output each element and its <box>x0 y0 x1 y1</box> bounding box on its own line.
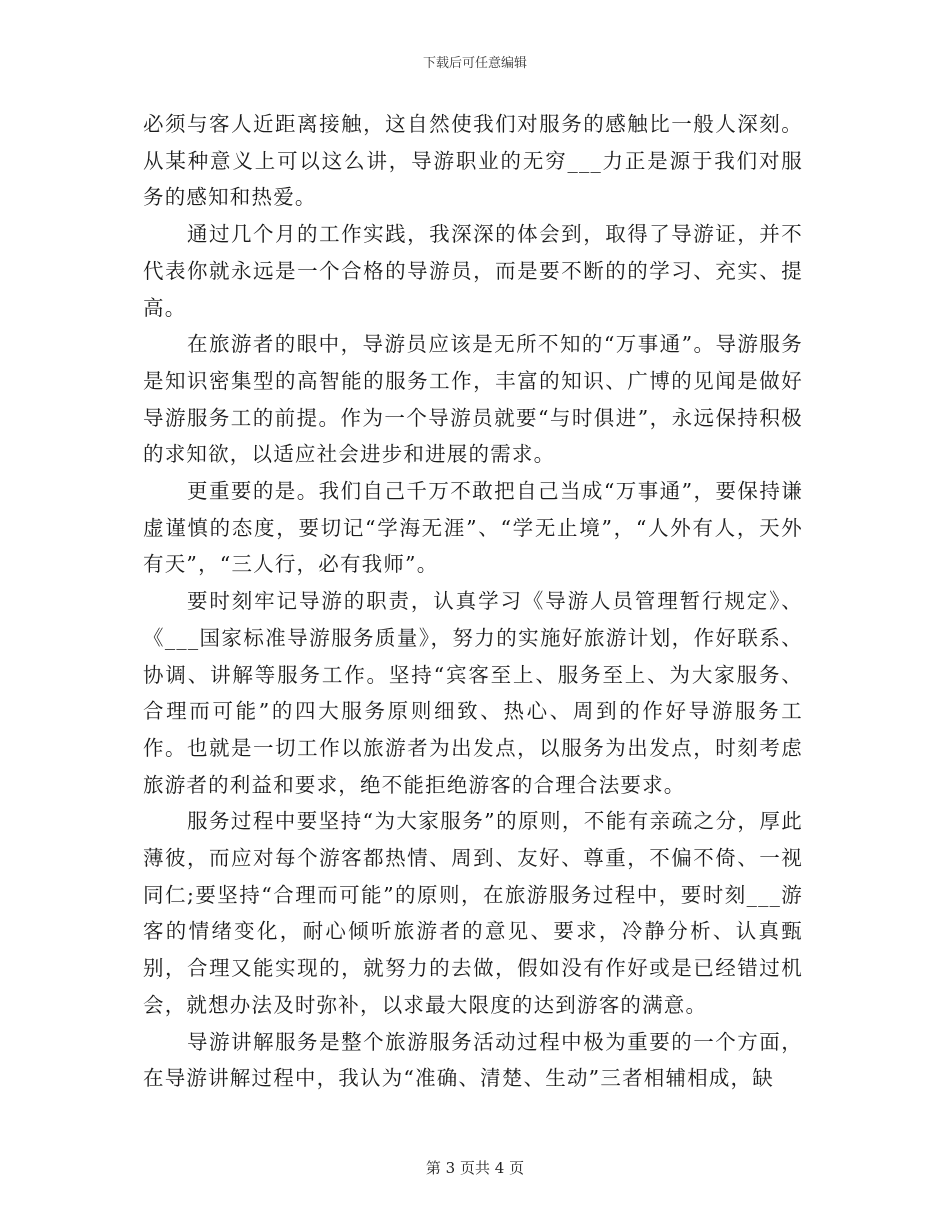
page-number: 第 3 页共 4 页 <box>425 1159 525 1177</box>
paragraph: 服务过程中要坚持“为大家服务”的原则，不能有亲疏之分，厚此薄彼，而应对每个游客都热情、周到、友好、尊重，不偏不倚、一视同仁;要坚持“合理而可能”的原则，在旅游服务过程中，要时刻___游客的情绪变化，耐心倾听旅游者的意见、要求，冷静分析、认真甄别，合理又能实现的，就努力的去做，假如没有作好或是已经错过机会，就想办法及时弥补，以求最大限度的达到游客的满意。 <box>143 809 803 1017</box>
paragraph: 通过几个月的工作实践，我深深的体会到，取得了导游证，并不代表你就永远是一个合格的导游员，而是要不断的的学习、充实、提高。 <box>143 222 803 320</box>
document-body <box>143 106 803 1097</box>
paragraph: 要时刻牢记导游的职责，认真学习《导游人员管理暂行规定》、《___国家标准导游服务质量》，努力的实施好旅游计划，作好联系、协调、讲解等服务工作。坚持“宾客至上、服务至上、为大家服务、合理而可能”的四大服务原则细致、热心、周到的作好导游服务工作。也就是一切工作以旅游者为出发点，以服务为出发点，时刻考虑旅游者的利益和要求，绝不能拒绝游客的合理合法要求。 <box>143 589 803 797</box>
paragraph-continuation: 必须与客人近距离接触，这自然使我们对服务的感触比一般人深刻。从某种意义上可以这么讲，导游职业的无穷___力正是源于我们对服务的感知和热爱。 <box>143 112 803 210</box>
paragraph: 更重要的是。我们自己千万不敢把自己当成“万事通”，要保持谦虚谨慎的态度，要切记“学海无涯”、“学无止境”，“人外有人，天外有天”，“三人行，必有我师”。 <box>143 479 803 577</box>
page-header: 下载后可任意编辑 <box>422 56 527 71</box>
paragraph: 在旅游者的眼中，导游员应该是无所不知的“万事通”。导游服务是知识密集型的高智能的服务工作，丰富的知识、广博的见闻是做好导游服务工的前提。作为一个导游员就要“与时俱进”，永远保持积极的求知欲，以适应社会进步和进展的需求。 <box>143 332 803 467</box>
paragraph: 导游讲解服务是整个旅游服务活动过程中极为重要的一个方面，在导游讲解过程中，我认为“准确、清楚、生动”三者相辅相成，缺 <box>143 1029 803 1091</box>
